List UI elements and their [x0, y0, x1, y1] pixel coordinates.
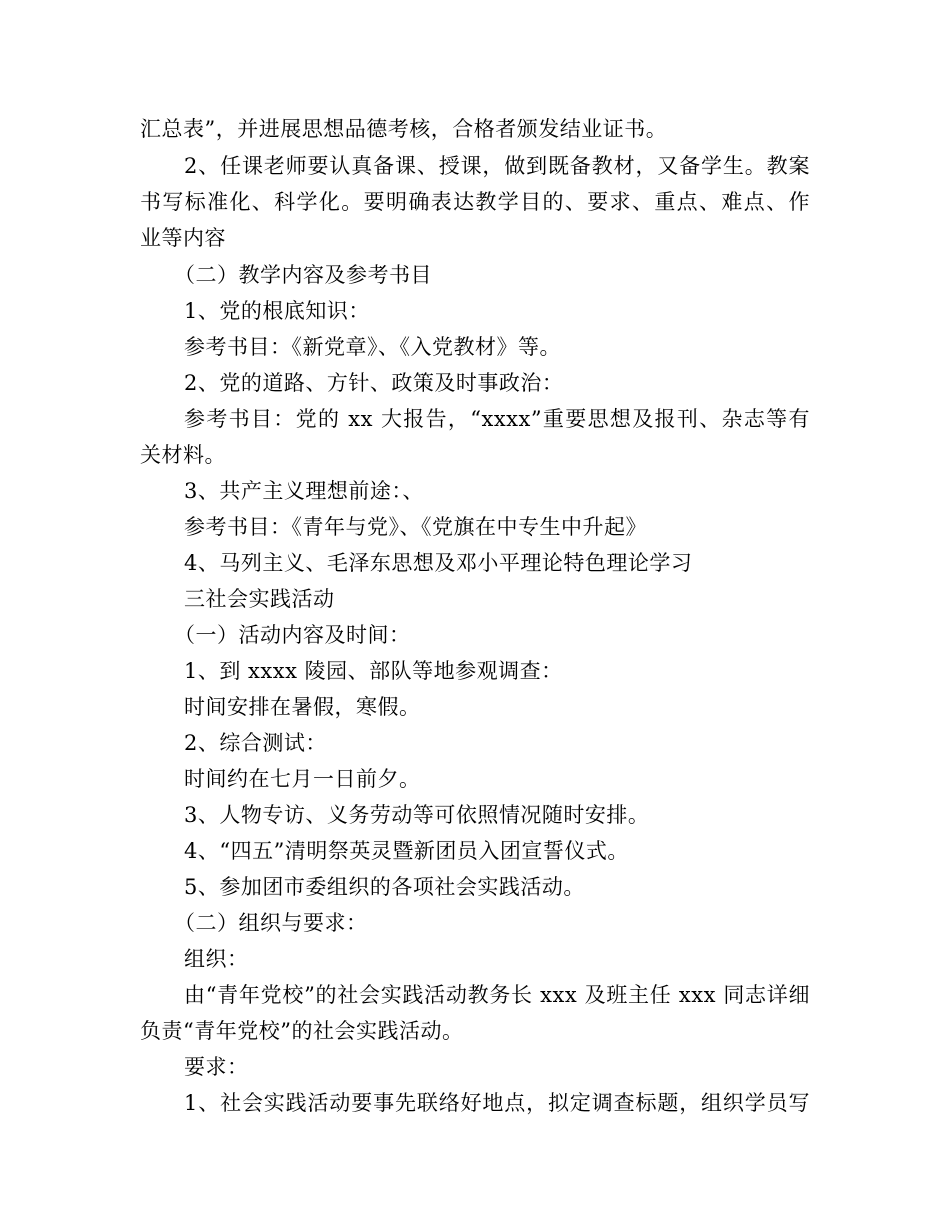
text-line: 4、马列主义、毛泽东思想及邓小平理论特色理论学习 [184, 551, 693, 575]
text-line: 参考书目：党的 xx 大报告，“xxxx”重要思想及报刊、杂志等有 [184, 407, 810, 431]
text-line: 3、人物专访、义务劳动等可依照情况随时安排。 [184, 803, 650, 827]
text-line: 关材料。 [140, 443, 226, 467]
section-heading: （一）活动内容及时间： [174, 623, 411, 647]
text-line: 负责“青年党校”的社会实践活动。 [140, 1019, 464, 1043]
text-line: 业等内容 [140, 226, 226, 250]
text-line: 2、党的道路、方针、政策及时事政治： [184, 371, 564, 395]
text-line: 2、任课老师要认真备课、授课，做到既备教材，又备学生。教案 [184, 154, 810, 178]
text-line: 参考书目：《青年与党》、《党旗在中专生中升起》 [184, 515, 647, 539]
text-line: 汇总表”，并进展思想品德考核，合格者颁发结业证书。 [140, 117, 668, 141]
text-line: 1、到 xxxx 陵园、部队等地参观调查： [184, 659, 563, 683]
text-line: 1、党的根底知识： [184, 299, 370, 323]
text-line: 由“青年党校”的社会实践活动教务长 xxx 及班主任 xxx 同志详细 [184, 983, 810, 1007]
text-line: 组织： [184, 947, 249, 971]
text-line: 1、社会实践活动要事先联络好地点，拟定调查标题，组织学员写 [184, 1091, 810, 1115]
text-line: 时间安排在暑假，寒假。 [184, 695, 421, 719]
text-line: 参考书目：《新党章》、《入党教材》等。 [184, 335, 561, 359]
text-line: 3、共产主义理想前途：、 [184, 479, 424, 503]
text-line: 时间约在七月一日前夕。 [184, 767, 421, 791]
text-line: 2、综合测试： [184, 731, 327, 755]
text-line: 4、“四五”清明祭英灵暨新团员入团宣誓仪式。 [184, 839, 629, 863]
text-line: 5、参加团市委组织的各项社会实践活动。 [184, 875, 585, 899]
section-heading: （二）教学内容及参考书目 [174, 263, 432, 287]
section-heading: （二）组织与要求： [174, 911, 368, 935]
text-line: 书写标准化、科学化。要明确表达教学目的、要求、重点、难点、作 [140, 190, 810, 214]
text-line: 要求： [184, 1055, 249, 1079]
section-heading: 三社会实践活动 [184, 587, 335, 611]
